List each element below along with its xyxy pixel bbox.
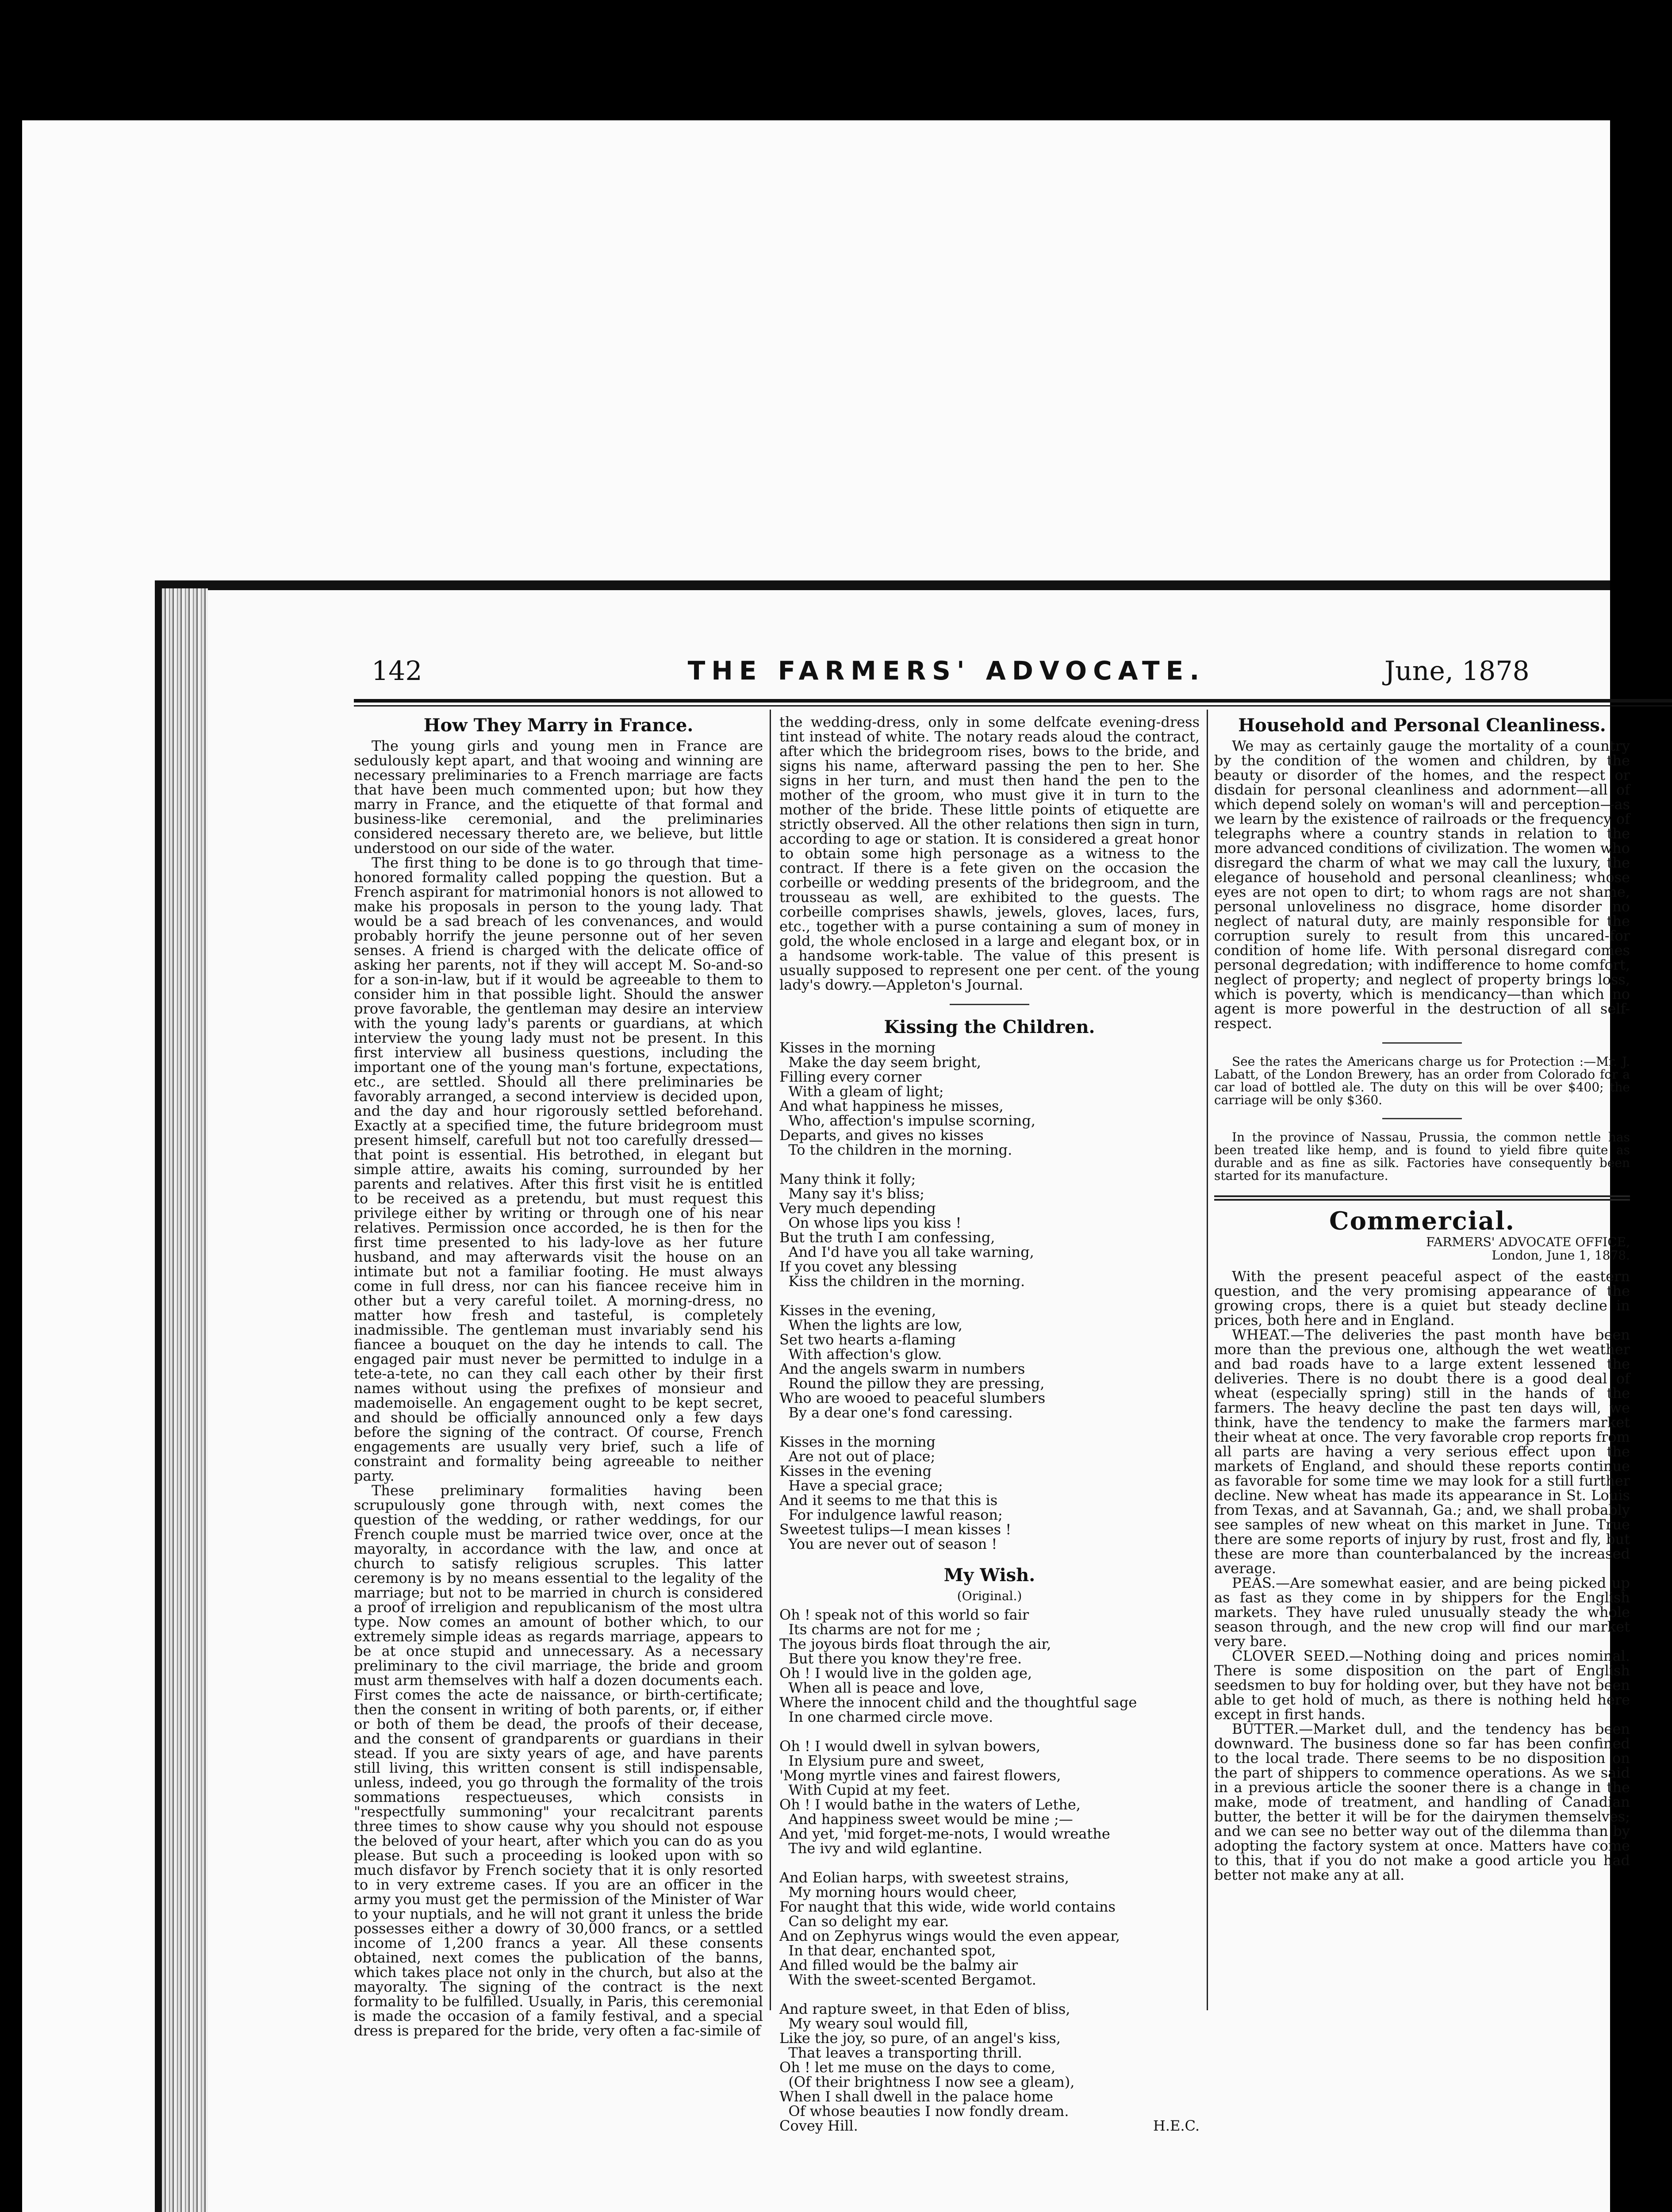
poem-line: Who, affection's impulse scorning, <box>779 1112 1035 1129</box>
poem-line: When the lights are low, <box>779 1317 963 1333</box>
newspaper-page <box>208 590 1630 2212</box>
poem-line: For naught that this wide, wide world contains <box>779 1898 1116 1915</box>
poem-line: Its charms are not for me ; <box>779 1621 981 1638</box>
poem-line <box>779 1724 1200 1739</box>
poem-line: Set two hearts a-flaming <box>779 1331 956 1348</box>
binding-spine <box>162 588 208 2212</box>
poem-line: But there you know they're free. <box>779 1650 1022 1667</box>
poem-line: Like the joy, so pure, of an angel's kiss, <box>779 2030 1061 2047</box>
poem-line: Are not out of place; <box>779 1448 936 1465</box>
poem-line: And Eolian harps, with sweetest strains, <box>779 1869 1069 1886</box>
market-paragraph: BUTTER.—Market dull, and the tendency has been downward. The business done so far has been confined to the local trade. There seems to be no disposition on the part of shippers to commence operations. As we said in a previous article the sooner there is a change in the make, mode of treatment, and handling of Canadian butter, the better it will be for the dairymen themselves; and we can see no better way out of the dilemma than by adopting the factory system at once. Matters have come to this, that if you do not make a good article you had better not make any at all. <box>1214 1720 1630 1883</box>
section-divider <box>1382 1042 1462 1044</box>
poem-line: Oh ! I would bathe in the waters of Lethe, <box>779 1796 1081 1813</box>
poem-line: In Elysium pure and sweet, <box>779 1752 985 1769</box>
poem-heading: Kissing the Children. <box>884 1017 1095 1037</box>
poem-subtitle: (Original.) <box>957 1589 1022 1603</box>
poem-line: Oh ! I would dwell in sylvan bowers, <box>779 1738 1041 1755</box>
poem-line: My morning hours would cheer, <box>779 1884 1017 1901</box>
section-divider <box>1382 1118 1462 1119</box>
poem-line: Filling every corner <box>779 1068 922 1085</box>
issue-date: June, 1878 <box>1384 656 1530 687</box>
poem-signature: H.E.C. <box>1153 2117 1200 2134</box>
poem-line: Many say it's bliss; <box>779 1185 924 1202</box>
section-divider <box>950 1004 1029 1005</box>
poem-line: On whose lips you kiss ! <box>779 1214 962 1231</box>
poem-line: Have a special grace; <box>779 1477 943 1494</box>
column-divider <box>1207 710 1208 2010</box>
article-heading: Household and Personal Cleanliness. <box>1238 715 1606 736</box>
section-divider-double <box>1214 1195 1630 1201</box>
column-2 <box>779 715 1200 2133</box>
poem-line: And filled would be the balmy air <box>779 1957 1018 1974</box>
binding-top-rule <box>155 580 1610 590</box>
poem-line: And on Zephyrus wings would the even appear, <box>779 1928 1120 1944</box>
poem-line: In one charmed circle move. <box>779 1709 993 1725</box>
poem-line: With Cupid at my feet. <box>779 1782 951 1798</box>
poem-line: My weary soul would fill, <box>779 2015 969 2032</box>
column-1 <box>354 715 763 2038</box>
poem-line: That leaves a transporting thrill. <box>779 2044 1022 2061</box>
poem-my-wish <box>779 1608 1200 2119</box>
poem-line: And yet, 'mid forget-me-nots, I would wreathe <box>779 1825 1110 1842</box>
poem-kissing-the-children <box>779 1041 1200 1551</box>
poem-line: The joyous birds float through the air, <box>779 1636 1051 1652</box>
header-rule <box>354 699 1672 703</box>
poem-line: (Of their brightness I now see a gleam), <box>779 2074 1075 2090</box>
poem-line: Oh ! speak not of this world so fair <box>779 1606 1029 1623</box>
poem-line: Kisses in the evening, <box>779 1302 936 1319</box>
market-paragraph: With the present peaceful aspect of the eastern question, and the very promising appearance of the growing crops, there is a quiet but steady decline in prices, both here and in England. <box>1214 1268 1630 1329</box>
binding-edge <box>155 588 162 2212</box>
column-divider <box>770 710 771 2010</box>
dateline <box>1214 1236 1630 1262</box>
poem-line <box>779 1289 1200 1303</box>
page-number: 142 <box>372 656 422 687</box>
poem-line: And happiness sweet would be mine ;— <box>779 1811 1073 1828</box>
poem-line: And rapture sweet, in that Eden of bliss, <box>779 2001 1070 2017</box>
poem-line <box>779 1157 1200 1172</box>
poem-line: When all is peace and love, <box>779 1679 984 1696</box>
poem-line <box>779 1987 1200 2002</box>
poem-line: And the angels swarm in numbers <box>779 1360 1025 1377</box>
poem-line <box>779 1420 1200 1435</box>
poem-line: Make the day seem bright, <box>779 1054 982 1071</box>
poem-line: Sweetest tulips—I mean kisses ! <box>779 1521 1012 1538</box>
poem-line: 'Mong myrtle vines and fairest flowers, <box>779 1767 1061 1784</box>
poem-line: For indulgence lawful reason; <box>779 1506 1003 1523</box>
header-rule-thin <box>354 705 1672 707</box>
poem-line: With affection's glow. <box>779 1346 942 1363</box>
poem-line <box>779 1856 1200 1870</box>
column-3 <box>1214 715 1630 1882</box>
market-paragraph: WHEAT.—The deliveries the past month have been more than the previous one, although the wet weather and bad roads have to a large extent lessened the deliveries. There is no doubt there is a good deal of wheat (especially spring) still in the hands of the farmers. The heavy decline the past ten days will, we think, have the tendency to make the farmers market their wheat at once. The very favorable crop reports from all parts are having a very serious effect upon the markets of England, and should these reports continue as favorable for some time we may look for a still further decline. New wheat has made its appearance in St. Louis from Texas, and at Savannah, Ga.; and, we shall probably see samples of new wheat on this market in June. True there are some reports of injury by rust, frost and fly, but these are more than counterbalanced by the increased average. <box>1214 1326 1630 1577</box>
market-paragraph: PEAS.—Are somewhat easier, and are being picked up as fast as they come in by shippers for the English markets. They have ruled unusually steady the whole season through, and the new crop will find our market very bare. <box>1214 1575 1630 1650</box>
poem-line: The ivy and wild eglantine. <box>779 1840 982 1857</box>
commercial-heading: Commercial. <box>1329 1206 1515 1236</box>
poem-line: And I'd have you all take warning, <box>779 1244 1034 1260</box>
poem-line: In that dear, enchanted spot, <box>779 1942 996 1959</box>
article-heading: How They Marry in France. <box>423 715 694 736</box>
poem-line: By a dear one's fond caressing. <box>779 1404 1013 1421</box>
poem-line: Kiss the children in the morning. <box>779 1273 1025 1290</box>
article-paragraph: The first thing to be done is to go through that time-honored formality called popping the question. But a French aspirant for matrimonial honors is not allowed to make his proposals in person to the young lady. That would be a sad breach of les convenances, and would probably horrify the jeune personne out of her seven senses. A friend is charged with the delicate office of asking her parents, not if they will accept M. So-and-so for a son-in-law, but if it would be agreeable to them to consider him in that possible light. Should the answer prove favorable, the gentleman may desire an interview with the young lady's parents or guardians, at which interview the young lady must not be present. In this first interview all business questions, including the important one of the young man's fortune, expectations, etc., are settled. Should all there preliminaries be favorably arranged, a second interview is decided upon, and the day and hour rigorously settled beforehand. Exactly at a specified time, the future bridegroom must present himself, carefull but not too carefully dressed—that point is essential. His betrothed, in elegant but simple attire, awaits his coming, surrounded by her parents and relatives. After this first visit he is entitled to be received as a pretendu, but must request this privilege either by writing or through one of his near relatives. Permission once accorded, he is then for the first time presented to his lady-love as her future husband, and may afterwards visit the house on an intimate but not a familiar footing. He must always come in full dress, nor can his fiancee receive him in other but a very careful toilet. A morning-dress, no matter how fresh and tasteful, is completely inadmissible. The gentleman must invariably send his fiancee a bouquet on the day he intends to call. The engaged pair must never be permitted to indulge in a tete-a-tete, no can they call each other by their first names without using the prefixes of monsieur and mademoiselle. An engagement ought to be kept secret, and should be officially announced only a few days before the signing of the contract. Of course, French engagements are usually very brief, such a life of constraint and formality being agreeable to neither party. <box>354 854 763 1484</box>
poem-line: Where the innocent child and the thoughtful sage <box>779 1694 1137 1711</box>
poem-line: Departs, and gives no kisses <box>779 1127 984 1144</box>
dateline-office: FARMERS' ADVOCATE OFFICE, <box>1426 1235 1630 1249</box>
poem-line: Very much depending <box>779 1200 936 1217</box>
poem-place: Covey Hill. <box>779 2117 858 2134</box>
poem-line: Kisses in the morning <box>779 1039 936 1056</box>
news-note: In the province of Nassau, Prussia, the common nettle has been treated like hemp, and is found to yield fibre quite as durable and as fine as silk. Factories have consequently been started for its manufacture. <box>1214 1130 1630 1183</box>
news-note: See the rates the Americans charge us for Protection :—Mr. J. Labatt, of the London Brewery, has an order from Colorado for a car load of bottled ale. The duty on this will be over $400; the carriage will be only $360. <box>1214 1054 1630 1107</box>
article-paragraph: The young girls and young men in France are sedulously kept apart, and that wooing and winning are necessary preliminaries to a French marriage are facts that have been much commented upon; but how they marry in France, and the etiquette of that formal and business-like ceremonial, and the preliminaries considered necessary thereto are, we believe, but little understood on our side of the water. <box>354 737 763 856</box>
poem-line: And it seems to me that this is <box>779 1492 998 1509</box>
article-paragraph: We may as certainly gauge the mortality of a country by the condition of the women and children, by the beauty or disorder of the homes, and the respect or disdain for personal cleanliness and adornment—all of which depend solely on woman's will and perception—as we learn by the existence of railroads or the frequency of telegraphs where a country stands in relation to the more advanced conditions of civilization. The women who disregard the charm of what we may call the luxury, the elegance of household and personal cleanliness; whose eyes are not open to dirt; to whom rags are not shame, personal unloveliness no disgrace, home disorder no neglect of natural duty, are mainly responsible for the corruption surely to result from this uncared-for condition of home life. With personal disregard comes personal degredation; with indifference to home comfort, neglect of property; and neglect of property brings loss, which is poverty, which is mendicancy—than which no agent is more powerful in the destruction of all self-respect. <box>1214 737 1630 1032</box>
poem-line: Round the pillow they are pressing, <box>779 1375 1045 1392</box>
poem-line: Many think it folly; <box>779 1171 916 1187</box>
poem-line: And what happiness he misses, <box>779 1098 1004 1114</box>
poem-line: Who are wooed to peaceful slumbers <box>779 1390 1046 1406</box>
poem-line: Oh ! let me muse on the days to come, <box>779 2059 1055 2076</box>
poem-line: If you covet any blessing <box>779 1258 957 1275</box>
poem-line: With a gleam of light; <box>779 1083 944 1100</box>
poem-line: Oh ! I would live in the golden age, <box>779 1665 1032 1682</box>
poem-line: Of whose beauties I now fondly dream. <box>779 2103 1069 2120</box>
poem-line: But the truth I am confessing, <box>779 1229 995 1246</box>
article-paragraph: These preliminary formalities having been scrupulously gone through with, next comes the question of the wedding, or rather weddings, for our French couple must be married twice over, once at the mayoralty, in accordance with the law, and once at church to satisfy religious scruples. This latter ceremony is by no means essential to the legality of the marriage; but not to be married in church is considered a proof of irreligion and republicanism of the most ultra type. Now comes an amount of bother which, to our extremely simple ideas as regards marriage, appears to be at once stupid and unnecessary. As a necessary preliminary to the civil marriage, the bride and groom must arm themselves with half a dozen documents each. First comes the acte de naissance, or birth-certificate; then the consent in writing of both parents, or, if either or both of them be dead, the proofs of their decease, and the consent of grandparents or guardians in their stead. If you are sixty years of age, and have parents still living, this written consent is still indispensable, unless, indeed, you go through the formality of the trois sommations respectueuses, which consists in "respectfully summoning" your recalcitrant parents three times to show cause why you should not espouse the beloved of your heart, after which you can do as you please. But such a proceeding is looked upon with so much disfavor by French society that it is only resorted to in very extreme cases. If you are an officer in the army you must get the permission of the Minister of War to your nuptials, and he will not grant it unless the bride possesses either a dowry of 30,000 francs, or a settled income of 1,200 francs a year. All these consents obtained, next comes the publication of the banns, which takes place not only in the church, but also at the mayoralty. The signing of the contract is the next formality to be fulfilled. Usually, in Paris, this ceremonial is made the occasion of a family festival, and a special dress is prepared for the bride, very often a fac-simile of <box>354 1482 763 2039</box>
poem-heading: My Wish. <box>943 1565 1035 1586</box>
poem-line: To the children in the morning. <box>779 1141 1012 1158</box>
article-paragraph: the wedding-dress, only in some delfcate evening-dress tint instead of white. The notary reads aloud the contract, after which the bridegroom rises, bows to the bride, and signs his name, afterward passing the pen to her. She signs in her turn, and must then hand the pen to the mother of the groom, who must give it in turn to the mother of the bride. These little points of etiquette are strictly observed. All the other relations then sign in turn, according to age or station. It is considered a great honor to obtain some high personage as a witness to the contract. If there is a fete given on the occasion the corbeille or wedding presents of the bridegroom, and the trousseau as well, are exhibited to the guests. The corbeille comprises shawls, jewels, gloves, laces, furs, etc., together with a purse containing a sum of money in gold, the whole enclosed in a large and elegant box, or in a handsome work-table. The value of this present is usually supposed to represent one per cent. of the young lady's dowry.—Appleton's Journal. <box>779 714 1200 993</box>
masthead-title: THE FARMERS' ADVOCATE. <box>687 656 1206 686</box>
market-paragraph: CLOVER SEED.—Nothing doing and prices nominal. There is some disposition on the part of English seedsmen to buy for holding over, but they have not been able to get hold of much, as there is nothing held here except in first hands. <box>1214 1647 1630 1723</box>
poem-line: You are never out of season ! <box>779 1536 997 1552</box>
poem-line: With the sweet-scented Bergamot. <box>779 1971 1036 1988</box>
poem-line: Kisses in the evening <box>779 1463 932 1479</box>
dateline-date: London, June 1, 1878. <box>1492 1248 1630 1263</box>
poem-line: Kisses in the morning <box>779 1433 936 1450</box>
poem-line: When I shall dwell in the palace home <box>779 2088 1053 2105</box>
poem-line: Can so delight my ear. <box>779 1913 949 1930</box>
